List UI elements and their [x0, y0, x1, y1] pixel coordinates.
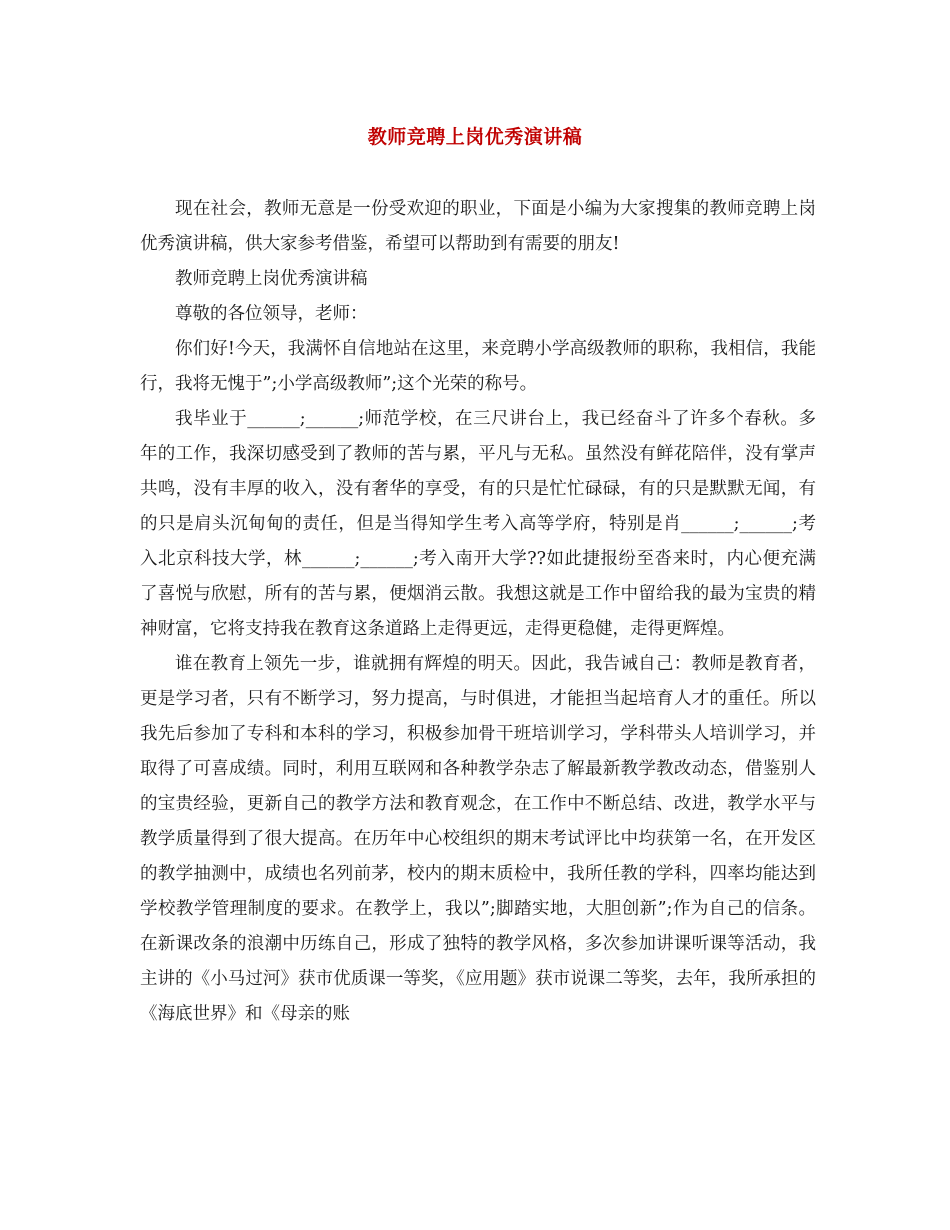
paragraph-learning: 谁在教育上领先一步，谁就拥有辉煌的明天。因此，我告诫自己：教师是教育者，更是学习者，只有不断学习，努力提高，与时俱进，才能担当起培育人才的重任。所以我先后参加了专科和本科的学习，积极参加骨干班培训学习，学科带头人培训学习，并取得了可喜成绩。同时，利用互联网和各种教学杂志了解最新教学教改动态，借鉴别人的宝贵经验，更新自己的教学方法和教育观念，在工作中不断总结、改进，教学水平与教学质量得到了很大提高。在历年中心校组织的期末考试评比中均获第一名，在开发区的教学抽测中，成绩也名列前茅，校内的期末质检中，我所任教的学科，四率均能达到学校教学管理制度的要求。在教学上，我以”;脚踏实地，大胆创新”;作为自己的信条。在新课改条的浪潮中历练自己，形成了独特的教学风格，多次参加讲课听课等活动，我主讲的《小马过河》获市优质课一等奖，《应用题》获市说课二等奖，去年，我所承担的《海底世界》和《母亲的账: [140, 654, 816, 1024]
document-title: 教师竞聘上岗优秀演讲稿: [367, 126, 583, 148]
paragraph-salutation: 尊敬的各位领导，老师：: [175, 304, 368, 324]
paragraph-experience: 我毕业于______;______;师范学校，在三尺讲台上，我已经奋斗了许多个春秋。多年的工作，我深切感受到了教师的苦与累，平凡与无私。虽然没有鲜花陪伴，没有掌声共鸣，没有丰厚的收入，没有奢华的享受，有的只是忙忙碌碌，有的只是默默无闻，有的只是肩头沉甸甸的责任，但是当得知学生考入高等学府，特别是肖______;______;考入北京科技大学，林______;______;考入南开大学??如此捷报纷至沓来时，内心便充满了喜悦与欣慰，所有的苦与累，便烟消云散。我想这就是工作中留给我的最为宝贵的精神财富，它将支持我在教育这条道路上走得更远，走得更稳健，走得更辉煌。: [140, 409, 816, 639]
paragraph-intro: 现在社会，教师无意是一份受欢迎的职业，下面是小编为大家搜集的教师竞聘上岗优秀演讲稿，供大家参考借鉴，希望可以帮助到有需要的朋友!: [140, 199, 816, 254]
paragraph-subtitle: 教师竞聘上岗优秀演讲稿: [175, 269, 368, 289]
document-body: [140, 192, 816, 1032]
paragraph-greeting: 你们好!今天，我满怀自信地站在这里，来竞聘小学高级教师的职称，我相信，我能行，我将无愧于”;小学高级教师”;这个光荣的称号。: [140, 339, 816, 394]
